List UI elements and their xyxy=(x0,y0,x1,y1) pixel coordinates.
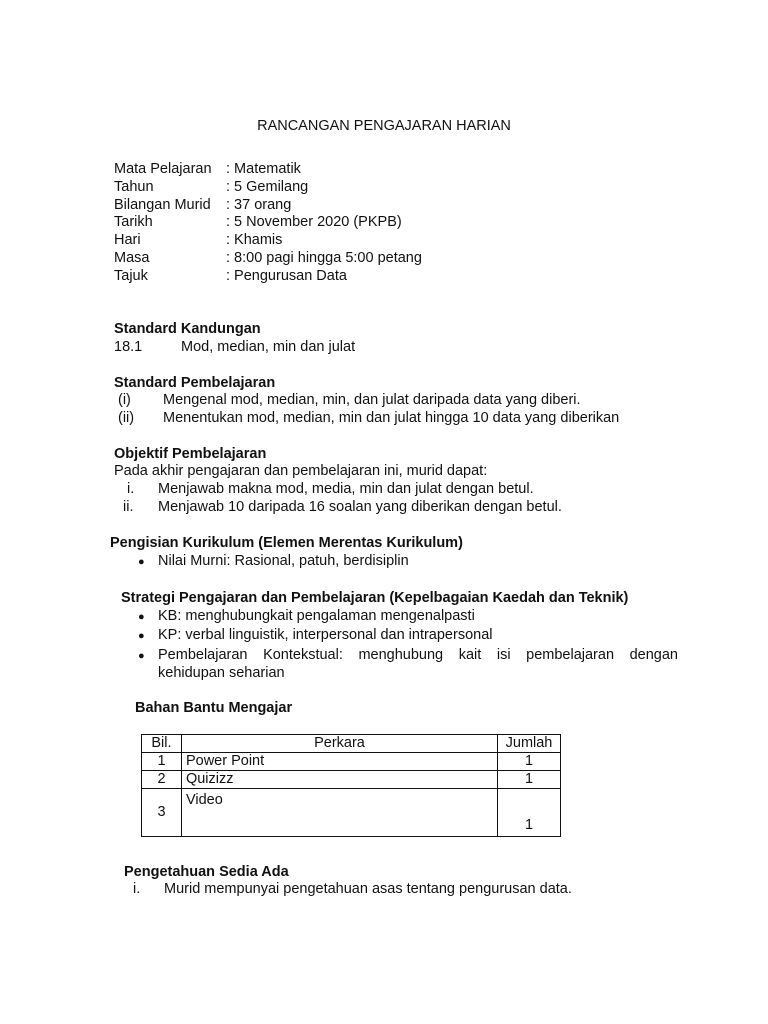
table-cell-bil: 3 xyxy=(142,789,182,837)
table-header-row xyxy=(142,735,561,753)
table-cell-jumlah: 1 xyxy=(498,753,561,771)
info-value-hari: : Khamis xyxy=(226,232,283,248)
bahan-table xyxy=(141,734,561,837)
strategi-item-1: KB: menghubungkait pengalaman mengenalpasti xyxy=(158,608,475,624)
pengetahuan-heading: Pengetahuan Sedia Ada xyxy=(124,864,289,880)
table-cell-jumlah: 1 xyxy=(498,771,561,789)
page-title: RANCANGAN PENGAJARAN HARIAN xyxy=(257,118,511,134)
bahan-heading: Bahan Bantu Mengajar xyxy=(135,700,293,716)
standard-kandungan-heading: Standard Kandungan xyxy=(114,321,261,337)
table-header-perkara: Perkara xyxy=(181,735,497,753)
table-row xyxy=(142,789,561,837)
pengetahuan-item-1: Murid mempunyai pengetahuan asas tentang pengurusan data. xyxy=(164,881,572,897)
info-value-tajuk: : Pengurusan Data xyxy=(226,268,347,284)
info-label-tahun: Tahun xyxy=(114,179,154,195)
standard-pembelajaran-heading: Standard Pembelajaran xyxy=(114,375,276,391)
objektif-marker-2: ii. xyxy=(123,499,134,515)
objektif-intro: Pada akhir pengajaran dan pembelajaran ini, murid dapat: xyxy=(114,463,488,479)
table-cell-perkara: Quizizz xyxy=(181,771,497,789)
strategi-bullet-2: ● xyxy=(138,630,145,642)
table-header-jumlah: Jumlah xyxy=(498,735,561,753)
info-value-tahun: : 5 Gemilang xyxy=(226,179,309,195)
info-label-bilangan-murid: Bilangan Murid xyxy=(114,197,211,213)
pengisian-bullet-1: ● xyxy=(138,556,145,568)
standard-pembelajaran-marker-1: (i) xyxy=(118,392,131,408)
info-label-masa: Masa xyxy=(114,250,150,266)
table-cell-perkara: Video xyxy=(181,789,497,837)
standard-pembelajaran-marker-2: (ii) xyxy=(118,410,135,426)
strategi-bullet-1: ● xyxy=(138,611,145,623)
table-cell-perkara: Power Point xyxy=(181,753,497,771)
standard-pembelajaran-item-1: Mengenal mod, median, min, dan julat daripada data yang diberi. xyxy=(163,392,581,408)
info-label-mata-pelajaran: Mata Pelajaran xyxy=(114,161,212,177)
info-label-tajuk: Tajuk xyxy=(114,268,148,284)
table-cell-bil: 1 xyxy=(142,753,182,771)
objektif-item-1: Menjawab makna mod, media, min dan julat dengan betul. xyxy=(158,481,534,497)
info-value-tarikh: : 5 November 2020 (PKPB) xyxy=(226,214,402,230)
info-label-tarikh: Tarikh xyxy=(114,214,153,230)
standard-kandungan-text: Mod, median, min dan julat xyxy=(181,339,356,355)
info-value-masa: : 8:00 pagi hingga 5:00 petang xyxy=(226,250,422,266)
info-value-mata-pelajaran: : Matematik xyxy=(226,161,301,177)
strategi-item-2: KP: verbal linguistik, interpersonal dan intrapersonal xyxy=(158,627,493,643)
strategi-item-3-line-2: kehidupan seharian xyxy=(158,665,285,681)
info-label-hari: Hari xyxy=(114,232,141,248)
table-cell-jumlah: 1 xyxy=(498,789,561,837)
objektif-heading: Objektif Pembelajaran xyxy=(114,446,267,462)
strategi-bullet-3: ● xyxy=(138,650,145,662)
pengetahuan-marker-1: i. xyxy=(133,881,141,897)
standard-pembelajaran-item-2: Menentukan mod, median, min dan julat hingga 10 data yang diberikan xyxy=(163,410,620,426)
standard-kandungan-number: 18.1 xyxy=(114,339,143,355)
table-cell-bil: 2 xyxy=(142,771,182,789)
table-row xyxy=(142,771,561,789)
objektif-marker-1: i. xyxy=(127,481,135,497)
strategi-item-3-line-1: Pembelajaran Kontekstual: menghubung kait isi pembelajaran dengan xyxy=(158,647,678,663)
pengisian-heading: Pengisian Kurikulum (Elemen Merentas Kurikulum) xyxy=(110,535,463,551)
table-row xyxy=(142,753,561,771)
objektif-item-2: Menjawab 10 daripada 16 soalan yang diberikan dengan betul. xyxy=(158,499,562,515)
pengisian-item-1: Nilai Murni: Rasional, patuh, berdisiplin xyxy=(158,553,409,569)
table-header-bil: Bil. xyxy=(142,735,182,753)
strategi-heading: Strategi Pengajaran dan Pembelajaran (Kepelbagaian Kaedah dan Teknik) xyxy=(121,590,629,606)
info-value-bilangan-murid: : 37 orang xyxy=(226,197,292,213)
